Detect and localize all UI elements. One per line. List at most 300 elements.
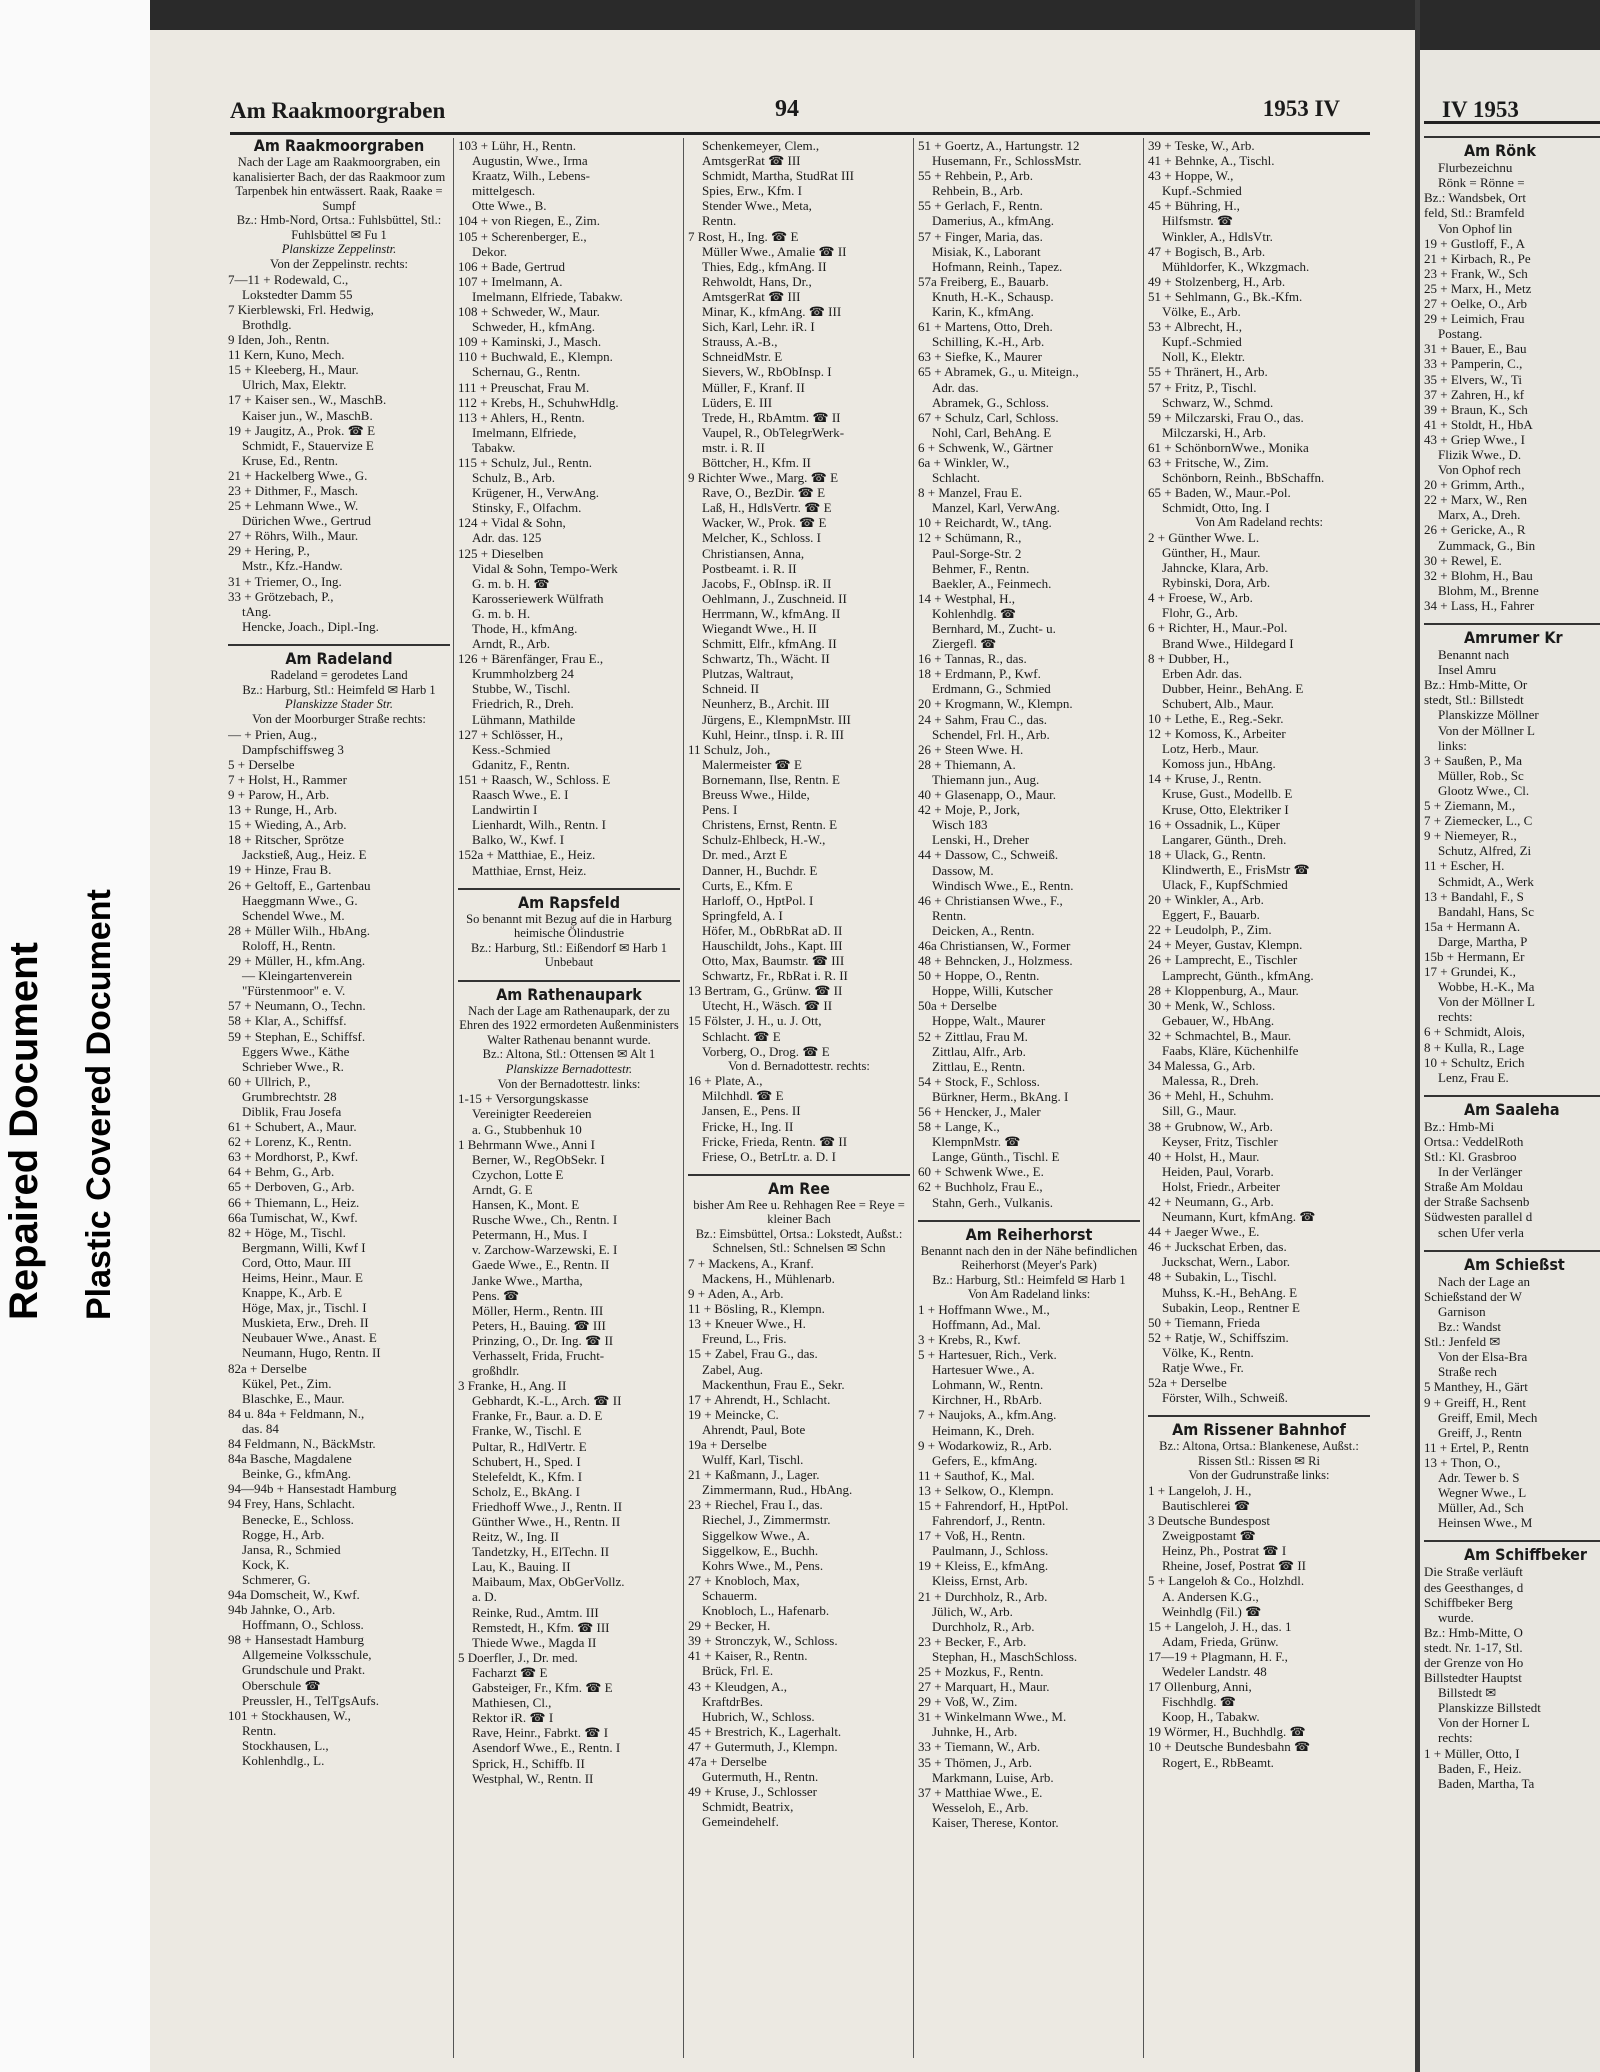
directory-entry: 13 + Selkow, O., Klempn. — [918, 1482, 1054, 1498]
directory-entry: Zabel, Aug. — [702, 1361, 764, 1377]
directory-entry: 5 + Langeloh & Co., Holzhdl. — [1148, 1573, 1305, 1589]
directory-entry: Hoffmann, Ad., Mal. — [932, 1316, 1041, 1332]
scan-margin — [0, 0, 150, 2072]
directory-entry: A. Andersen K.G., — [1162, 1588, 1259, 1604]
directory-entry: Gemeindehelf. — [702, 1814, 779, 1830]
directory-entry: Keyser, Fritz, Tischler — [1162, 1133, 1278, 1149]
directory-entry: 5 + Ziemann, M., — [1424, 798, 1516, 814]
directory-entry: Rehwoldt, Hans, Dr., — [702, 273, 812, 289]
directory-entry: feld, Stl.: Bramfeld — [1424, 205, 1525, 221]
directory-entry: Postang. — [1438, 326, 1483, 342]
street-heading: Am Radeland — [228, 644, 450, 666]
directory-entry: Lamprecht, Günth., kfmAng. — [1162, 967, 1314, 983]
street-heading: Am Rapsfeld — [458, 888, 680, 910]
directory-entry: — Kleingartenverein — [242, 968, 353, 984]
directory-entry: 61 + Martens, Otto, Dreh. — [918, 319, 1053, 335]
directory-entry: 6a + Winkler, W., — [918, 454, 1010, 470]
directory-entry: Preussler, H., TelTgsAufs. — [242, 1692, 379, 1708]
street-heading: Am Rissener Bahnhof — [1148, 1415, 1370, 1437]
directory-entry: 33 + Tiemann, W., Arb. — [918, 1739, 1041, 1755]
directory-entry: Kaiser, Therese, Kontor. — [932, 1814, 1059, 1830]
directory-entry: Muhss, K.-H., BehAng. E — [1162, 1284, 1298, 1300]
directory-entry: Ortsa.: VeddelRoth — [1424, 1134, 1524, 1149]
directory-entry: 42 + Neumann, G., Arb. — [1148, 1193, 1274, 1209]
directory-entry: Erdmann, G., Schmied — [932, 681, 1051, 697]
directory-entry: Friedhoff Wwe., J., Rentn. II — [472, 1498, 623, 1514]
directory-entry: Rentn. — [702, 213, 737, 229]
directory-entry: Schönborn, Reinh., BbSchaffn. — [1162, 470, 1325, 486]
directory-entry: Schweder, H., kfmAng. — [472, 319, 595, 335]
directory-entry: Zimmermann, Rud., HbAng. — [702, 1482, 853, 1498]
directory-entry: Karosseriewerk Wülfrath — [472, 590, 604, 606]
directory-entry: 27 + Knobloch, Max, — [688, 1572, 800, 1588]
directory-entry: Von Ophof rech — [1438, 462, 1521, 478]
directory-entry: Darge, Martha, P — [1438, 933, 1528, 949]
directory-entry: 63 + Siefke, K., Maurer — [918, 349, 1042, 365]
directory-entry: 67 + Schulz, Carl, Schloss. — [918, 409, 1059, 425]
directory-entry: 15 + Langeloh, J. H., das. 1 — [1148, 1618, 1292, 1634]
directory-entry: Sprick, H., Schiffb. II — [472, 1755, 585, 1771]
directory-entry: 27 + Marquart, H., Maur. — [918, 1679, 1050, 1695]
directory-entry: 127 + Schlösser, H., — [458, 726, 564, 742]
directory-entry: 3 Franke, H., Ang. II — [458, 1378, 567, 1394]
directory-entry: 61 + Schubert, A., Maur. — [228, 1119, 357, 1135]
directory-entry: Neunherz, B., Archit. III — [702, 696, 830, 712]
directory-entry: 62 + Lorenz, K., Rentn. — [228, 1134, 352, 1150]
directory-entry: Reinke, Rud., Amtm. III — [472, 1604, 599, 1620]
street-description: Radeland = gerodetes Land — [270, 668, 408, 683]
directory-entry: Lüders, E. III — [702, 394, 773, 410]
directory-entry: 17 + Voß, H., Rentn. — [918, 1528, 1026, 1544]
directory-entry: 33 + Pamperin, C., — [1424, 356, 1523, 372]
directory-entry: Planskizze Billstedt — [1438, 1700, 1541, 1716]
directory-entry: 26 + Gericke, A., R — [1424, 522, 1526, 538]
directory-entry: Eggers Wwe., Käthe — [242, 1043, 350, 1059]
directory-entry: Schlacht. ☎ E — [702, 1028, 781, 1044]
directory-entry: 112 + Krebs, H., SchuhwHdlg. — [458, 394, 619, 410]
directory-entry: Klindwerth, E., FrisMstr ☎ — [1162, 861, 1310, 877]
directory-entry: Riechel, J., Zimmermstr. — [702, 1512, 831, 1528]
directory-entry: 5 + Derselbe — [228, 756, 295, 772]
directory-entry: Flurbezeichnu — [1438, 160, 1513, 176]
directory-entry: Landwirtin I — [472, 802, 538, 818]
street-heading: Amrumer Kr — [1424, 623, 1600, 645]
directory-entry: 24 + Sahm, Frau C., das. — [918, 711, 1048, 727]
directory-entry: Thies, Edg., kfmAng. II — [702, 258, 827, 274]
directory-entry: rechts: — [1438, 1009, 1473, 1025]
directory-entry: Kohlenhdlg., L. — [242, 1753, 325, 1768]
directory-entry: 10 + Deutsche Bundesbahn ☎ — [1148, 1739, 1311, 1755]
street-description: Bz.: Hmb-Nord, Ortsa.: Fuhlsbüttel, Stl.: Fuhlsbüttel ✉ Fu 1 — [236, 213, 442, 242]
directory-entry: In der Verlänger — [1438, 1164, 1523, 1180]
street-description: Von Am Radeland links: — [967, 1287, 1091, 1302]
directory-entry: Maibaum, Max, ObGerVollz. — [472, 1574, 625, 1590]
directory-entry: Gaede Wwe., E., Rentn. II — [472, 1257, 610, 1273]
directory-entry: 7 Kierblewski, Frl. Hedwig, — [228, 301, 374, 317]
directory-entry: a. D. — [472, 1589, 497, 1605]
directory-entry: Straße rech — [1438, 1364, 1497, 1380]
directory-entry: Lenski, H., Dreher — [932, 832, 1030, 848]
directory-entry: Damerius, A., kfmAng. — [932, 213, 1055, 229]
directory-entry: Thiede Wwe., Magda II — [472, 1634, 597, 1650]
column-divider — [683, 138, 684, 2058]
directory-entry: Kupf.-Schmied — [1162, 183, 1242, 199]
directory-entry: Schubert, H., Sped. I — [472, 1453, 581, 1469]
directory-entry: 1 Behrmann Wwe., Anni I — [458, 1136, 595, 1152]
directory-entry: Kaiser jun., W., MaschB. — [242, 407, 373, 423]
directory-entry: Peters, H., Bauing. ☎ III — [472, 1317, 606, 1333]
directory-entry: Knuth, H.-K., Schausp. — [932, 288, 1054, 304]
directory-entry: Franke, Fr., Baur. a. D. E — [472, 1408, 603, 1424]
directory-entry: 30 + Menk, W., Schloss. — [1148, 997, 1276, 1013]
directory-entry: 18 + Erdmann, P., Kwf. — [918, 666, 1041, 682]
directory-entry: Markmann, Luise, Arb. — [932, 1769, 1054, 1785]
directory-entry: 40 + Glasenapp, O., Maur. — [918, 787, 1057, 803]
directory-entry: 6 + Richter, H., Maur.-Pol. — [1148, 620, 1288, 636]
directory-entry: Rave, Heinr., Fabrkt. ☎ I — [472, 1725, 609, 1741]
directory-entry: Karin, K., kfmAng. — [932, 304, 1034, 320]
directory-entry: 47 + Bogisch, B., Arb. — [1148, 243, 1266, 259]
directory-entry: Noll, K., Elektr. — [1162, 349, 1246, 365]
directory-entry: Schwartz, Th., Wächt. II — [702, 651, 830, 667]
directory-entry: Adr. das. — [932, 379, 979, 395]
directory-entry: 111 + Preuschat, Frau M. — [458, 379, 590, 395]
directory-entry: Schenkemeyer, Clem., — [702, 138, 820, 153]
directory-entry: 9 + Niemeyer, R., — [1424, 828, 1517, 844]
directory-entry: Rave, O., BezDir. ☎ E — [702, 485, 826, 501]
directory-entry: Fricke, Frieda, Rentn. ☎ II — [702, 1133, 848, 1149]
street-description: bisher Am Ree u. Rehhagen Ree = Reye = kleiner Bach — [693, 1197, 905, 1227]
directory-entry: der Straße Sachsenb — [1424, 1194, 1530, 1210]
directory-entry: Grumbrechtstr. 28 — [242, 1088, 337, 1104]
directory-entry: Kleiss, Ernst, Arb. — [932, 1573, 1028, 1589]
directory-entry: Fischhdlg. ☎ — [1162, 1694, 1236, 1710]
directory-entry: Sich, Karl, Lehr. iR. I — [702, 319, 815, 335]
directory-entry: 25 + Marx, H., Metz — [1424, 280, 1532, 296]
directory-entry: Von Ophof lin — [1438, 220, 1513, 236]
directory-entry: Straße Am Moldau — [1424, 1179, 1523, 1195]
directory-entry: Völke, E., Arb. — [1162, 304, 1241, 320]
directory-entry: 32 + Schmachtel, B., Maur. — [1148, 1027, 1292, 1043]
directory-entry: 48 + Behncken, J., Holzmess. — [918, 953, 1073, 969]
directory-entry: schen Ufer verla — [1438, 1224, 1524, 1240]
directory-entry: Lau, K., Bauing. II — [472, 1559, 571, 1575]
directory-entry: Hilfsmstr. ☎ — [1162, 213, 1234, 229]
directory-entry: Thiemann jun., Aug. — [932, 771, 1040, 787]
directory-entry: 8 + Kulla, R., Lage — [1424, 1039, 1525, 1055]
directory-entry: 1 + Müller, Otto, I — [1424, 1745, 1520, 1761]
directory-entry: 49 + Stolzenberg, H., Arb. — [1148, 273, 1286, 289]
directory-entry: 23 + Frank, W., Sch — [1424, 265, 1528, 281]
directory-entry: 11 Kern, Kuno, Mech. — [228, 347, 345, 363]
directory-entry: 27 + Röhrs, Wilh., Maur. — [228, 528, 359, 544]
directory-entry: Schendel, Frl. H., Arb. — [932, 726, 1050, 742]
street-description: Von der Gudrunstraße links: — [1188, 1468, 1330, 1483]
directory-entry: Wiegandt Wwe., H. II — [702, 621, 817, 636]
directory-entry: Danner, H., Buchdr. E — [702, 862, 818, 878]
directory-entry: Lenz, Frau E. — [1438, 1069, 1509, 1085]
directory-entry: Komoss jun., HbAng. — [1162, 756, 1276, 772]
directory-entry: 25 + Lehmann Wwe., W. — [228, 498, 359, 514]
directory-entry: Bz.: Hmb-Mi — [1424, 1118, 1495, 1134]
directory-entry: 21 + Kaßmann, J., Lager. — [688, 1467, 820, 1483]
directory-entry: Flizik Wwe., D. — [1438, 446, 1522, 462]
directory-entry: Prinzing, O., Dr. Ing. ☎ II — [472, 1332, 614, 1348]
directory-entry: Schernau, G., Rentn. — [472, 364, 581, 380]
directory-entry: 105 + Scherenberger, E., — [458, 228, 587, 244]
street-heading: Am Reiherhorst — [918, 1220, 1140, 1242]
directory-entry: 57 + Neumann, O., Techn. — [228, 998, 366, 1014]
directory-entry: 46 + Christiansen Wwe., F., — [918, 892, 1063, 908]
directory-entry: Christens, Ernst, Rentn. E — [702, 817, 838, 833]
directory-entry: 11 + Escher, H. — [1424, 858, 1505, 874]
directory-entry: Bz.: Hmb-Mitte, O — [1424, 1624, 1523, 1640]
directory-entry: 22 + Leudolph, P., Zim. — [1148, 922, 1272, 938]
directory-entry: 115 + Schulz, Jul., Rentn. — [458, 454, 592, 470]
street-description: Nach der Lage am Raakmoorgraben, ein kanalisierter Bach, der das Raakmoor zum Tarpenbek hin entwässert. Raak, Raake = Sumpf — [232, 155, 446, 213]
directory-entry: 37 + Matthiae Wwe., E. — [918, 1784, 1043, 1800]
directory-entry: Franke, W., Tischl. E — [472, 1423, 582, 1439]
directory-entry: 19 + Jaugitz, A., Prok. ☎ E — [228, 422, 376, 438]
street-heading: Am Rönk — [1424, 136, 1600, 158]
directory-entry: 8 + Manzel, Frau E. — [918, 485, 1023, 501]
directory-entry: Kupf.-Schmied — [1162, 334, 1242, 350]
directory-entry: Diblik, Frau Josefa — [242, 1103, 342, 1119]
directory-entry: 58 + Lange, K., — [918, 1119, 1000, 1135]
directory-entry: Bz.: Hmb-Mitte, Or — [1424, 677, 1528, 693]
street-description: Von der Zeppelinstr. rechts: — [270, 257, 408, 272]
directory-entry: Schlacht. — [932, 470, 981, 486]
directory-entry: Plutzas, Waltraut, — [702, 666, 794, 682]
directory-entry: Jahncke, Klara, Arb. — [1162, 560, 1269, 576]
directory-entry: 17 + Ahrendt, H., Schlacht. — [688, 1391, 831, 1407]
directory-entry: KraftdrBes. — [702, 1693, 764, 1709]
directory-entry: KlempnMstr. ☎ — [932, 1134, 1021, 1150]
directory-entry: 57a Freiberg, E., Bauarb. — [918, 273, 1049, 289]
directory-entry: Czychon, Lotte E — [472, 1166, 564, 1182]
directory-entry: 13 + Runge, H., Arb. — [228, 802, 338, 818]
directory-entry: Postbeamt. i. R. II — [702, 560, 797, 576]
directory-entry: 39 + Teske, W., Arb. — [1148, 138, 1255, 153]
directory-entry: Jansa, R., Schmied — [242, 1541, 341, 1557]
directory-entry: 45 + Brestrich, K., Lagerhalt. — [688, 1723, 842, 1739]
directory-entry: Rybinski, Dora, Arb. — [1162, 575, 1271, 591]
directory-entry: 20 + Grimm, Arth., — [1424, 477, 1525, 493]
directory-entry: Windisch Wwe., E., Rentn. — [932, 877, 1074, 893]
directory-entry: 4 + Froese, W., Arb. — [1148, 590, 1253, 606]
plan-sketch-note: Planskizze Bernadottestr. — [505, 1061, 633, 1076]
directory-entry: Stockhausen, L., — [242, 1737, 329, 1753]
directory-entry: 20 + Krogmann, W., Klempn. — [918, 696, 1073, 712]
directory-entry: 63 + Fritsche, W., Zim. — [1148, 454, 1269, 470]
directory-entry: Siggelkow, E., Buchh. — [702, 1542, 819, 1558]
directory-entry: 42 + Moje, P., Jork, — [918, 802, 1020, 818]
plan-sketch-note: Planskizze Stader Str. — [285, 697, 393, 712]
directory-entry: 41 + Stoldt, H., HbA — [1424, 416, 1533, 432]
directory-entry: Reitz, W., Ing. II — [472, 1529, 560, 1545]
directory-entry: 152a + Matthiae, E., Heiz. — [458, 847, 596, 863]
directory-entry: 41 + Kaiser, R., Rentn. — [688, 1648, 808, 1664]
directory-entry: Harloff, O., HptPol. I — [702, 892, 814, 908]
columns — [228, 138, 1368, 2058]
directory-entry: Stinsky, F., Olfachm. — [472, 500, 582, 516]
directory-entry: 36 + Mehl, H., Schuhm. — [1148, 1088, 1274, 1104]
directory-entry: Schmidt, Martha, StudRat III — [702, 168, 855, 184]
directory-entry: 16 + Ossadnik, L., Küper — [1148, 816, 1280, 832]
directory-entry: 66a Tumischat, W., Kwf. — [228, 1209, 358, 1225]
directory-entry: Misiak, K., Laborant — [932, 243, 1041, 259]
directory-entry: Nohl, Carl, BehAng. E — [932, 424, 1052, 440]
directory-entry: 108 + Schweder, W., Maur. — [458, 304, 600, 320]
directory-entry: 28 + Kloppenburg, A., Maur. — [1148, 982, 1299, 998]
directory-entry: Schrieber Wwe., R. — [242, 1058, 344, 1074]
directory-entry: Wisch 183 — [932, 817, 988, 833]
directory-entry: 33 + Grötzebach, P., — [228, 588, 334, 604]
directory-entry: Curts, E., Kfm. E — [702, 877, 793, 893]
directory-entry: 43 + Hoppe, W., — [1148, 168, 1234, 184]
directory-entry: der Grenze von Ho — [1424, 1655, 1524, 1670]
directory-entry: Arndt, R., Arb. — [472, 636, 550, 652]
directory-entry: Knappe, K., Arb. E — [242, 1285, 343, 1301]
directory-entry: 94 Frey, Hans, Schlacht. — [228, 1496, 355, 1512]
directory-entry: — + Prien, Aug., — [228, 726, 317, 742]
directory-entry: Freund, L., Fris. — [702, 1331, 787, 1347]
directory-entry: 17 + Grundei, K., — [1424, 964, 1516, 980]
repaired-document-label: Repaired Document — [2, 942, 46, 1320]
directory-entry: Kohrs Wwe., M., Pens. — [702, 1557, 824, 1573]
directory-entry: 13 + Thon, O., — [1424, 1454, 1501, 1470]
directory-entry: des Geesthanges, d — [1424, 1579, 1524, 1595]
directory-entry: AmtsgerRat ☎ III — [702, 153, 801, 169]
directory-entry: Bz.: Wandst — [1438, 1319, 1501, 1335]
directory-entry: 56 + Hencker, J., Maler — [918, 1104, 1041, 1119]
directory-entry: 9 + Greiff, H., Rent — [1424, 1394, 1527, 1410]
directory-entry: rechts: — [1438, 1730, 1473, 1746]
directory-entry: 37 + Zahren, H., kf — [1424, 386, 1525, 402]
directory-entry: Vereinigter Reedereien — [472, 1106, 592, 1122]
directory-entry: Schmitt, Elfr., kfmAng. II — [702, 636, 837, 652]
directory-entry: 23 + Riechel, Frau I., das. — [688, 1497, 823, 1513]
directory-entry: Gabsteiger, Fr., Kfm. ☎ E — [472, 1680, 613, 1696]
directory-entry: Ulrich, Max, Elektr. — [242, 377, 347, 393]
directory-entry: 12 + Schümann, R., — [918, 530, 1022, 546]
directory-entry: Milczarski, H., Arb. — [1162, 424, 1266, 440]
directory-entry: 14 + Kruse, J., Rentn. — [1148, 771, 1262, 787]
directory-entry: Adr. Tewer b. S — [1438, 1469, 1520, 1485]
directory-entry: Sievers, W., RbObInsp. I — [702, 364, 832, 380]
directory-entry: Friese, O., BetrLtr. a. D. I — [702, 1148, 836, 1164]
directory-entry: Haeggmann Wwe., G. — [242, 892, 358, 908]
directory-entry: 106 + Bade, Gertrud — [458, 258, 565, 274]
directory-entry: Hansen, K., Mont. E — [472, 1197, 580, 1213]
directory-entry: 21 + Kirbach, R., Pe — [1424, 250, 1531, 266]
directory-entry: Vaupel, R., ObTelegrWerk- — [702, 424, 845, 440]
directory-entry: Von der Möllner L — [1438, 722, 1535, 738]
directory-entry: 61 + SchönbornWwe., Monika — [1148, 439, 1309, 455]
directory-entry: 31 + Bauer, E., Bau — [1424, 341, 1527, 357]
directory-entry: Dürichen Wwe., Gertrud — [242, 513, 371, 529]
directory-entry: Melcher, K., Schloss. I — [702, 530, 821, 546]
directory-entry: Dr. med., Arzt E — [702, 847, 788, 863]
directory-entry: 5 Manthey, H., Gärt — [1424, 1379, 1528, 1395]
facing-page — [1420, 50, 1600, 2072]
directory-entry: Blaschke, E., Maur. — [242, 1390, 345, 1406]
directory-entry: Jansen, E., Pens. II — [702, 1103, 801, 1119]
directory-entry: Kohlenhdlg. ☎ — [932, 605, 1017, 621]
directory-entry: 5 + Hartesuer, Rich., Verk. — [918, 1347, 1057, 1363]
street-description: Bz.: Eimsbüttel, Ortsa.: Lokstedt, Außst.: Schnelsen, Stl.: Schnelsen ✉ Schn — [695, 1226, 903, 1256]
directory-entry: Flohr, G., Arb. — [1162, 605, 1239, 621]
directory-entry: Hoppe, Walt., Maurer — [932, 1013, 1046, 1029]
directory-entry: Glootz Wwe., Cl. — [1438, 782, 1530, 798]
directory-entry: 13 Bertram, G., Grünw. ☎ II — [688, 983, 843, 999]
directory-entry: 46a Christiansen, W., Former — [918, 937, 1071, 953]
directory-entry: 82 + Höge, M., Tischl. — [228, 1224, 346, 1240]
directory-entry: Malessa, R., Dreh. — [1162, 1073, 1259, 1089]
directory-entry: Greiff, Emil, Mech — [1438, 1409, 1538, 1425]
directory-entry: Vorberg, O., Drog. ☎ E — [702, 1043, 830, 1059]
directory-entry: Trede, H., RbAmtm. ☎ II — [702, 409, 841, 425]
directory-entry: Schulz, B., Arb. — [472, 470, 556, 486]
street-heading: Am Rathenaupark — [458, 980, 680, 1002]
column-2 — [458, 138, 680, 2058]
directory-entry: Springfeld, A. I — [702, 907, 783, 923]
street-heading: Am Schiffbeker — [1424, 1540, 1600, 1562]
directory-entry: 2 + Günther Wwe. L. — [1148, 529, 1260, 545]
directory-entry: 29 + Hering, P., — [228, 543, 310, 559]
directory-entry: Billstedter Hauptst — [1424, 1670, 1522, 1686]
directory-entry: Siggelkow Wwe., A. — [702, 1527, 810, 1543]
directory-entry: 125 + Dieselben — [458, 545, 544, 561]
directory-entry: 17 + Kaiser sen., W., MaschB. — [228, 392, 387, 408]
directory-entry: 20 + Winkler, A., Arb. — [1148, 892, 1264, 908]
directory-entry: Dubber, Heinr., BehAng. E — [1162, 680, 1304, 696]
street-heading: Am Saaleha — [1424, 1095, 1600, 1117]
directory-entry: Faabs, Kläre, Küchenhilfe — [1162, 1043, 1299, 1059]
directory-entry: Tabakw. — [472, 439, 516, 455]
directory-entry: 15a + Hermann A. — [1424, 918, 1521, 934]
directory-entry: Abramek, G., Schloss. — [932, 394, 1049, 410]
directory-entry: 7 Rost, H., Ing. ☎ E — [688, 228, 799, 244]
directory-entry: Rogert, E., RbBeamt. — [1162, 1754, 1274, 1770]
directory-entry: Pens. I — [702, 802, 738, 818]
street-description: Bz.: Altona, Ortsa.: Blankenese, Außst.: Rissen Stl.: Rissen ✉ Ri — [1159, 1439, 1359, 1468]
directory-entry: 39 + Stronczyk, W., Schloss. — [688, 1633, 838, 1649]
directory-entry: Mühldorfer, K., Wkzgmach. — [1162, 258, 1310, 274]
directory-entry: Dassow, M. — [932, 862, 994, 878]
directory-entry: Thode, H., kfmAng. — [472, 621, 578, 636]
directory-entry: Spies, Erw., Kfm. I — [702, 183, 802, 199]
directory-entry: 29 + Becker, H. — [688, 1618, 771, 1634]
directory-entry: Oehlmann, J., Zuschneid. II — [702, 590, 847, 606]
directory-entry: 22 + Marx, W., Ren — [1424, 492, 1528, 508]
directory-entry: 10 + Schultz, Erich — [1424, 1054, 1525, 1070]
directory-entry: Wegner Wwe., L — [1438, 1485, 1527, 1501]
directory-entry: Kirchner, H., RbArb. — [932, 1392, 1042, 1408]
directory-entry: 1-15 + Versorgungskasse — [458, 1091, 589, 1107]
street-description: Benannt nach den in der Nähe befindlichen Reiherhorst (Meyer's Park) — [920, 1243, 1138, 1273]
directory-entry: Die Straße verläuft — [1424, 1564, 1523, 1580]
directory-entry: Blohm, M., Brenne — [1438, 582, 1539, 598]
directory-entry: 31 + Winkelmann Wwe., M. — [918, 1709, 1067, 1725]
directory-entry: Grundschule und Prakt. — [242, 1662, 366, 1678]
directory-entry: 28 + Thiemann, A. — [918, 756, 1016, 772]
directory-entry: Schutz, Alfred, Zi — [1438, 843, 1532, 859]
directory-entry: 60 + Schwenk Wwe., E. — [918, 1164, 1044, 1180]
directory-entry: 101 + Stockhausen, W., — [228, 1707, 351, 1723]
directory-entry: Bergmann, Willi, Kwf I — [242, 1239, 366, 1255]
street-description: Bz.: Harburg, Stl.: Heimfeld ✉ Harb 1 — [242, 682, 436, 697]
